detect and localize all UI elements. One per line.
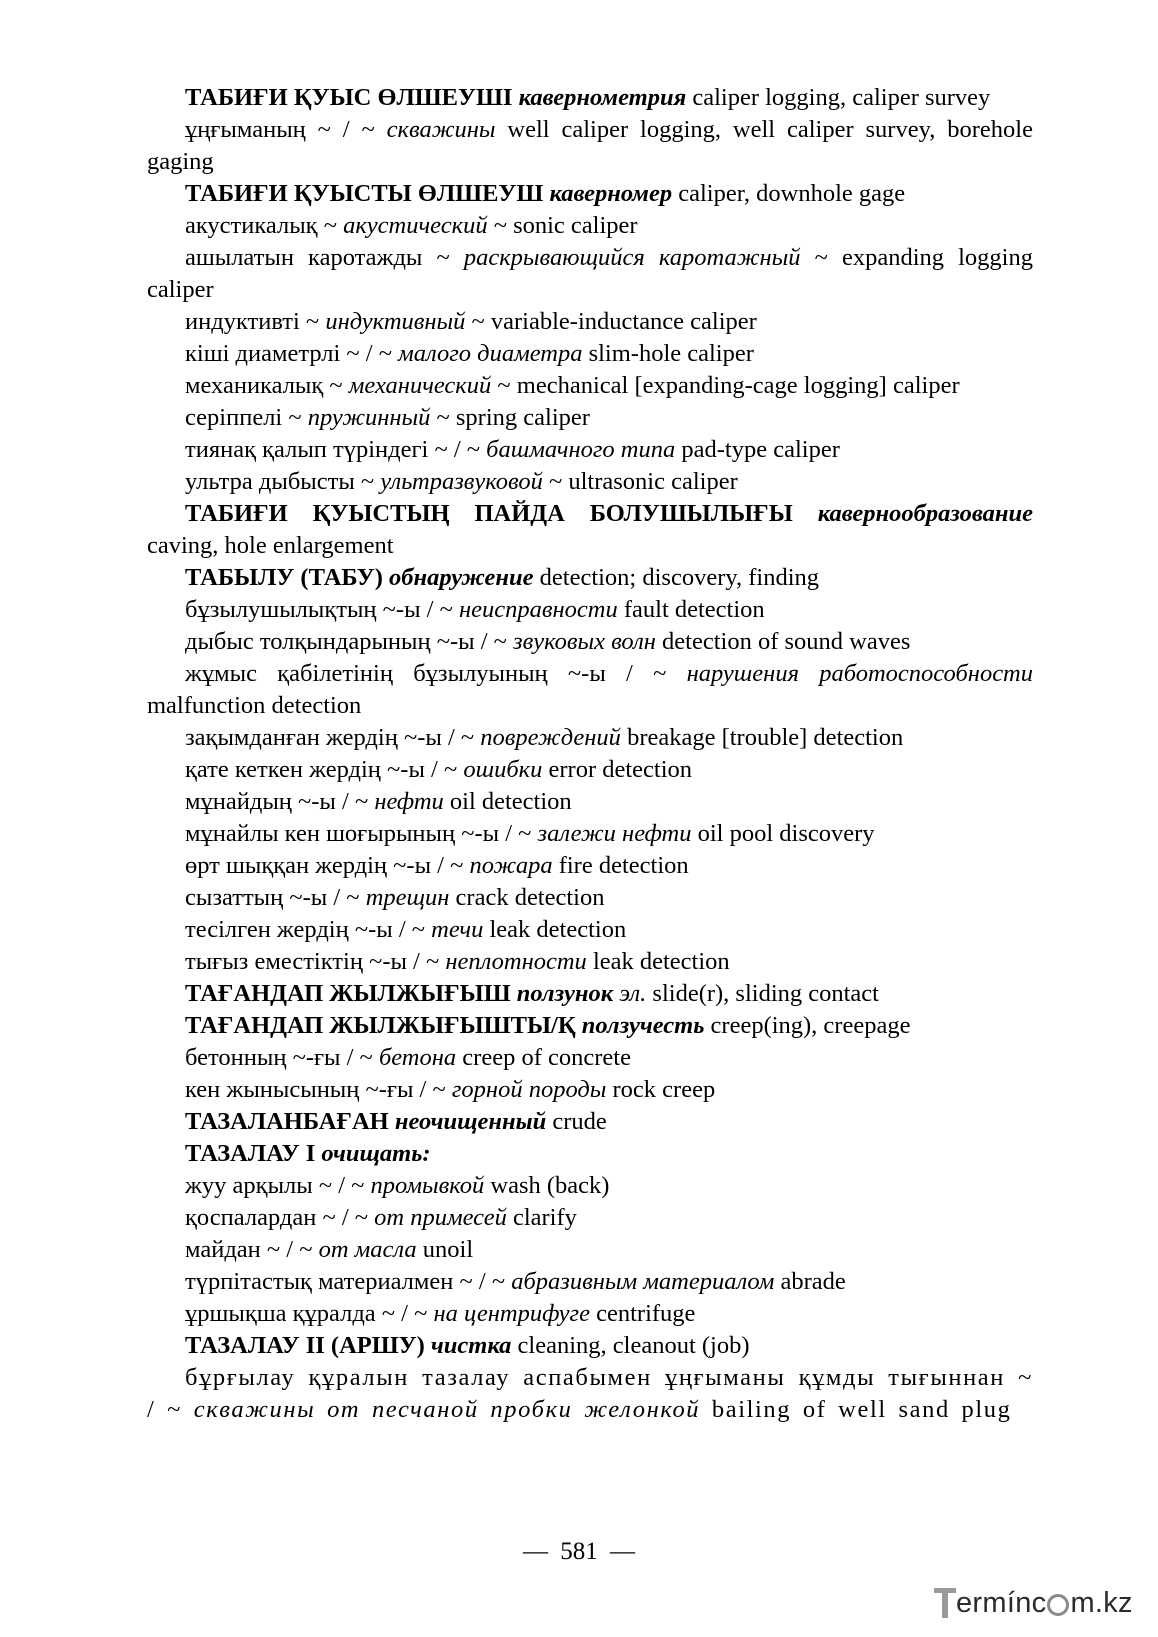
entry-text: cleaning, cleanout (job) (511, 1332, 750, 1359)
entry-text: caliper logging, caliper survey (686, 84, 991, 111)
dictionary-entry (147, 1362, 1033, 1426)
russian-term: ультразвуковой (380, 468, 543, 495)
russian-term: залежи нефти (537, 820, 692, 847)
entry-text: crack detection (449, 884, 605, 911)
entry-text: abrade (774, 1268, 846, 1295)
dictionary-entry (147, 754, 1033, 786)
entry-text: crude (546, 1108, 607, 1135)
entry-text: fire detection (552, 852, 689, 879)
russian-term: механический (348, 372, 492, 399)
entry-text: breakage [trouble] detection (620, 724, 904, 751)
dictionary-entry (147, 1234, 1033, 1266)
dictionary-entry (147, 1074, 1033, 1106)
entry-text: кен жынысының ~-ғы / ~ (185, 1076, 452, 1103)
dictionary-entry (147, 370, 1033, 402)
russian-term: неисправности (458, 596, 618, 623)
dictionary-entry (147, 850, 1033, 882)
russian-term: эл. (619, 980, 647, 1007)
entry-text: error detection (542, 756, 693, 783)
dictionary-entry (147, 242, 1033, 306)
russian-term: индуктивный (325, 308, 466, 335)
dictionary-entry (147, 306, 1033, 338)
russian-headword: ползучесть (581, 1012, 705, 1039)
page-number: — 581 — (523, 1538, 635, 1565)
entry-text: slim-hole caliper (582, 340, 754, 367)
entry-text: тесілген жердің ~-ы / ~ (185, 916, 432, 943)
russian-term: повреждений (480, 724, 621, 751)
entry-text: ~ spring caliper (430, 404, 590, 431)
dictionary-entry (147, 210, 1033, 242)
russian-term: пожара (469, 852, 553, 879)
dictionary-entry (147, 1266, 1033, 1298)
kazakh-headword: ТАЗАЛАУ І (185, 1140, 316, 1167)
dictionary-entry (147, 562, 1033, 594)
entry-text: майдан ~ / ~ (185, 1236, 319, 1263)
russian-term: звуковых волн (513, 628, 656, 655)
entry-text: clarify (506, 1204, 577, 1231)
kazakh-headword: ТАҒАНДАП ЖЫЛЖЫҒЫШТЫ/Қ (185, 1012, 576, 1039)
dictionary-entry (147, 786, 1033, 818)
entry-text: тығыз еместіктің ~-ы / ~ (185, 948, 446, 975)
entry-text: fault detection (617, 596, 765, 623)
russian-headword: кавернометрия (518, 84, 687, 111)
entry-text: detection of sound waves (655, 628, 911, 655)
dictionary-entry (147, 466, 1033, 498)
entry-text: мұнайлы кен шоғырының ~-ы / ~ (185, 820, 538, 847)
russian-term: течи (431, 916, 484, 943)
entry-text: дыбыс толқындарының ~-ы / ~ (185, 628, 514, 655)
russian-headword: неочищенный (394, 1108, 547, 1135)
russian-headword: каверномер (549, 180, 673, 207)
entry-text: ашылатын каротажды ~ (185, 244, 464, 271)
entry-text: ~ variable-inductance caliper (465, 308, 757, 335)
kazakh-headword: ТАҒАНДАП ЖЫЛЖЫҒЫШ (185, 980, 511, 1007)
russian-term: пружинный (307, 404, 431, 431)
entry-text: ~ expanding logging caliper (147, 244, 1033, 303)
kazakh-headword: ТАБИҒИ ҚУЫСТЫ ӨЛШЕУШ (185, 180, 544, 207)
kazakh-headword: ТАЗАЛАНБАҒАН (185, 1108, 389, 1135)
dictionary-entry (147, 1010, 1033, 1042)
dictionary-entry (147, 1042, 1033, 1074)
dictionary-entry (147, 978, 1033, 1010)
entry-text: leak detection (483, 916, 627, 943)
entry-text: caving, hole enlargement (147, 532, 394, 559)
entry-text: rock creep (606, 1076, 716, 1103)
dictionary-entry (147, 1138, 1033, 1170)
dictionary-entry (147, 1202, 1033, 1234)
watermark-prefix: ermínc (956, 1586, 1047, 1619)
entry-text: creep(ing), creepage (704, 1012, 911, 1039)
entry-text: ~ sonic caliper (487, 212, 638, 239)
entry-text: жуу арқылы ~ / ~ (185, 1172, 371, 1199)
dictionary-entry (147, 594, 1033, 626)
dictionary-entry (147, 1330, 1033, 1362)
russian-term: акустический (343, 212, 488, 239)
entry-text: зақымданған жердің ~-ы / ~ (185, 724, 481, 751)
entry-text: wash (back) (484, 1172, 610, 1199)
russian-term: промывкой (370, 1172, 485, 1199)
entry-text: well caliper logging, well caliper survey, borehole gaging (147, 116, 1033, 175)
entry-text: сызаттың ~-ы / ~ (185, 884, 366, 911)
dictionary-entry (147, 114, 1033, 178)
entry-text: ~ mechanical [expanding-cage logging] caliper (491, 372, 960, 399)
dictionary-entry (147, 914, 1033, 946)
dictionary-entry (147, 338, 1033, 370)
entry-text: pad-type caliper (675, 436, 840, 463)
dictionary-entry (147, 498, 1033, 562)
entry-text: ұршықша құралда ~ / ~ (185, 1300, 434, 1327)
russian-term: горной породы (451, 1076, 607, 1103)
entry-text: unoil (416, 1236, 474, 1263)
russian-headword: очищать: (321, 1140, 431, 1167)
dictionary-entry (147, 818, 1033, 850)
entry-text: slide(r), sliding contact (646, 980, 879, 1007)
entry-text: detection; discovery, finding (533, 564, 820, 591)
entry-text: бетонның ~-ғы / ~ (185, 1044, 379, 1071)
entry-text: caliper, downhole gage (672, 180, 906, 207)
entry-text: ұңғыманың ~ / ~ (185, 116, 387, 143)
russian-term: скважины (386, 116, 496, 143)
dictionary-page (147, 82, 1033, 1426)
entry-text: malfunction detection (147, 692, 362, 719)
dictionary-entry (147, 658, 1033, 722)
entry-text: қате кеткен жердің ~-ы / ~ (185, 756, 464, 783)
russian-headword: кавернообразование (817, 500, 1033, 527)
dictionary-entry (147, 1170, 1033, 1202)
russian-term: нарушения работоспособности (686, 660, 1034, 687)
entry-text: жұмыс қабілетінің бұзылуының ~-ы / ~ (185, 660, 687, 687)
dictionary-entry (147, 882, 1033, 914)
dictionary-entry (147, 1298, 1033, 1330)
dictionary-entry (147, 722, 1033, 754)
termincom-logo-o-icon (1047, 1594, 1069, 1616)
entry-text (793, 500, 818, 527)
kazakh-headword: ТАБИҒИ ҚУЫС ӨЛШЕУШІ (185, 84, 513, 111)
dictionary-entry (147, 82, 1033, 114)
entry-text: oil detection (443, 788, 572, 815)
russian-term: на центрифуге (433, 1300, 590, 1327)
entry-text: мұнайдың ~-ы / ~ (185, 788, 375, 815)
russian-headword: ползунок (516, 980, 614, 1007)
entry-text: ~ ultrasonic caliper (542, 468, 738, 495)
russian-term: скважины от песчаной пробки желонкой (193, 1396, 701, 1423)
entry-text: ультра дыбысты ~ (185, 468, 381, 495)
russian-headword: обнаружение (389, 564, 534, 591)
russian-term: нефти (374, 788, 444, 815)
entry-text: қоспалардан ~ / ~ (185, 1204, 375, 1231)
dictionary-entry (147, 434, 1033, 466)
entry-text: механикалық ~ (185, 372, 349, 399)
entry-text: өрт шыққан жердің ~-ы / ~ (185, 852, 470, 879)
entry-text: creep of concrete (456, 1044, 631, 1071)
russian-term: малого диаметра (398, 340, 583, 367)
russian-term: неплотности (445, 948, 587, 975)
termincom-logo-t-icon (934, 1588, 956, 1618)
russian-term: трещин (365, 884, 450, 911)
kazakh-headword: ТАБИҒИ ҚУЫСТЫҢ ПАЙДА БОЛУШЫЛЫҒЫ (185, 500, 793, 527)
entry-text: түрпітастық материалмен ~ / ~ (185, 1268, 512, 1295)
russian-term: от примесей (374, 1204, 507, 1231)
russian-term: раскрывающийся каротажный (463, 244, 801, 271)
dictionary-entry (147, 178, 1033, 210)
russian-term: башмачного типа (486, 436, 676, 463)
entry-text: bailing of well sand plug (700, 1396, 1012, 1423)
kazakh-headword: ТАЗАЛАУ ІІ (АРШУ) (185, 1332, 425, 1359)
dictionary-entry (147, 402, 1033, 434)
entry-text: бұрғылау құралын тазалау аспабымен ұңғыманы құмды тығыннан ~ / ~ (147, 1364, 1033, 1423)
entry-text: leak detection (586, 948, 730, 975)
kazakh-headword: ТАБЫЛУ (ТАБУ) (185, 564, 383, 591)
termincom-watermark (934, 1583, 1136, 1623)
russian-headword: чистка (430, 1332, 512, 1359)
entry-text: бұзылушылықтың ~-ы / ~ (185, 596, 459, 623)
entry-text: oil pool discovery (691, 820, 875, 847)
russian-term: от масла (318, 1236, 417, 1263)
russian-term: ошибки (463, 756, 543, 783)
entry-text: акустикалық ~ (185, 212, 344, 239)
russian-term: абразивным материалом (511, 1268, 775, 1295)
entry-text: индуктивті ~ (185, 308, 326, 335)
russian-term: бетона (378, 1044, 457, 1071)
dictionary-entry (147, 626, 1033, 658)
dictionary-entry (147, 946, 1033, 978)
watermark-suffix: m.kz (1070, 1586, 1133, 1619)
entry-text: тиянақ қалып түріндегі ~ / ~ (185, 436, 487, 463)
entry-text: centrifuge (589, 1300, 696, 1327)
entry-text: серіппелі ~ (185, 404, 308, 431)
dictionary-entry (147, 1106, 1033, 1138)
entry-text: кіші диаметрлі ~ / ~ (185, 340, 399, 367)
